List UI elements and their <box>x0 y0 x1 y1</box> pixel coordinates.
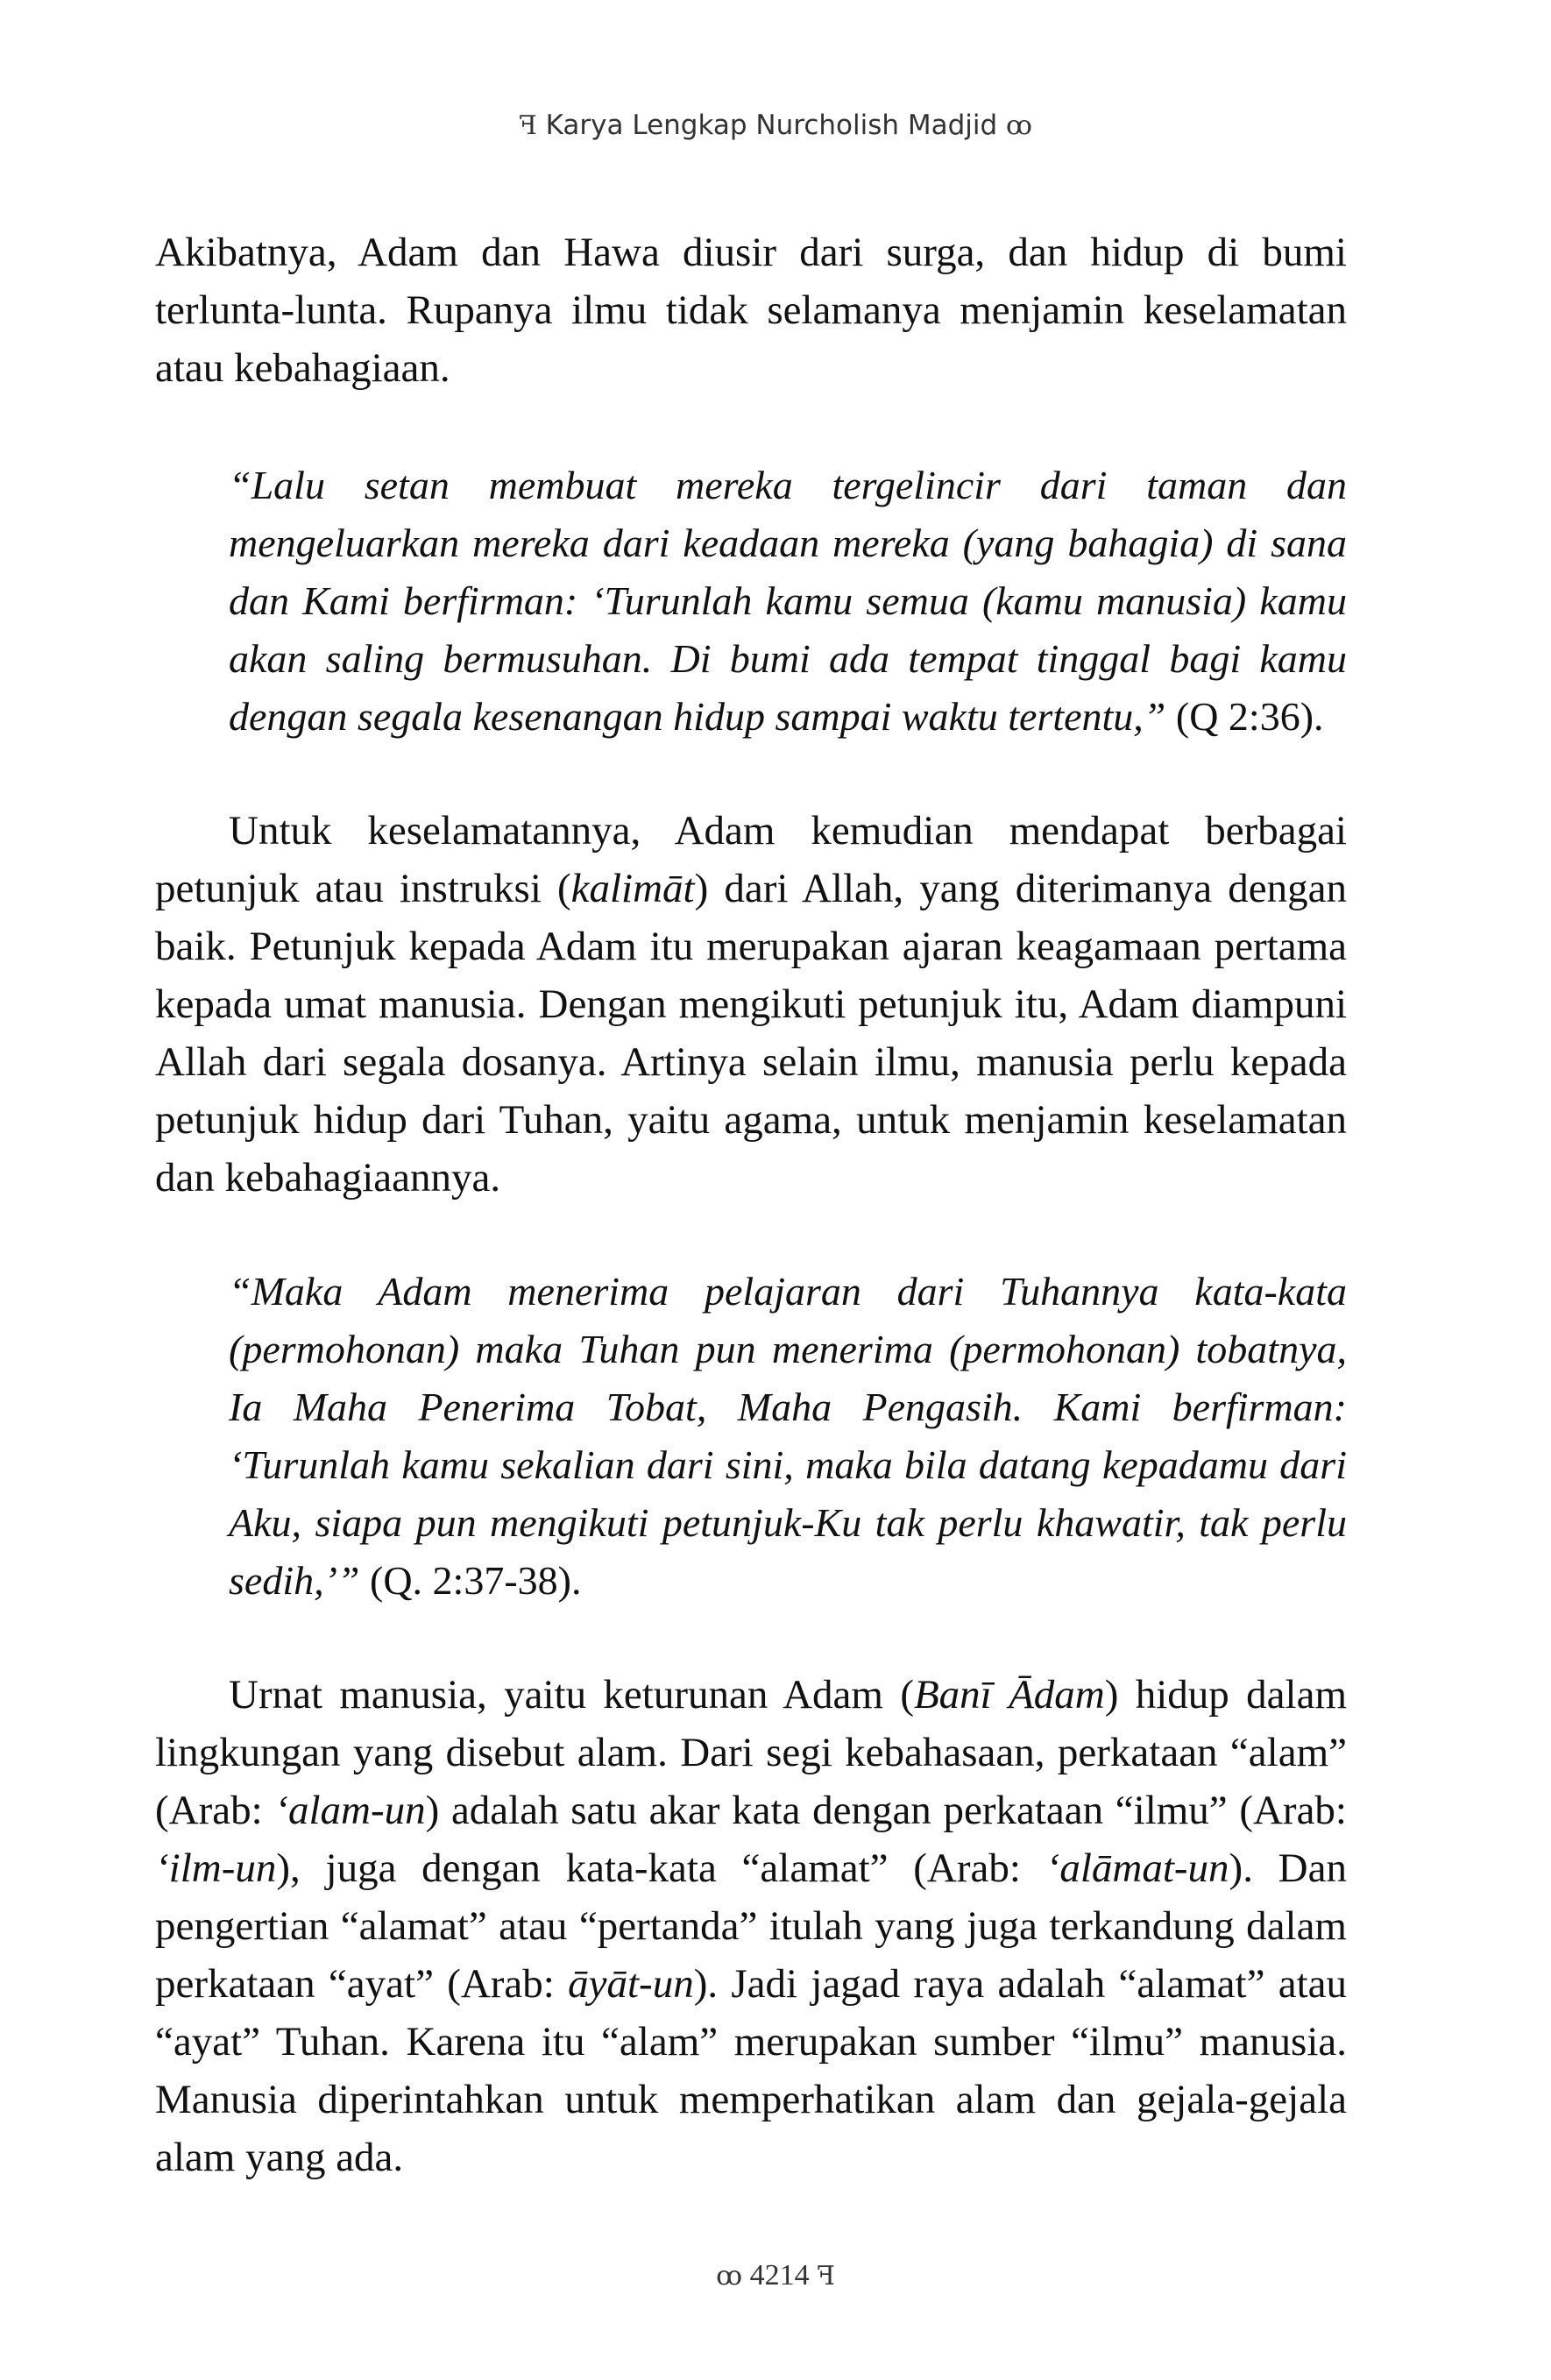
ornament-left-icon: ꝏ <box>716 2261 743 2291</box>
paragraph-3-term-4: ‘alāmat-un <box>1045 1845 1229 1891</box>
paragraph-1: Akibatnya, Adam dan Hawa diusir dari surga, dan hidup di bumi terlunta-lunta. Rupanya ilmu tidak selamanya menjamin keselamatan atau kebahagiaan. <box>155 230 1347 391</box>
ornament-left-icon: ꟻ <box>518 110 537 141</box>
paragraph-3-text-b: ) hidup dalam lingkungan yang disebut alam. Dari segi kebahasaan, perkataan “alam” (Arab: <box>155 1672 1347 1833</box>
paragraph-3-term-2: ‘alam-un <box>274 1788 426 1833</box>
running-header <box>0 112 1551 139</box>
quote-2 <box>229 1263 1347 1610</box>
page-footer <box>0 2261 1551 2291</box>
paragraph-3-term-1: Banī Ādam <box>913 1672 1105 1718</box>
ornament-right-icon: ꟻ <box>817 2261 835 2291</box>
quote-1-reference: (Q 2:36). <box>1165 694 1324 739</box>
quote-1 <box>229 457 1347 746</box>
paragraph-3-text-f: ). Jadi jagad raya adalah “alamat” atau “ayat” Tuhan. Karena itu “alam” merupakan sumber “ilmu” manusia. Manusia diperintahkan untuk memperhatikan alam dan gejala-gejala alam yang ada. <box>155 1961 1347 2180</box>
paragraph-2-term: kalimāt <box>570 866 695 911</box>
spacer <box>155 746 1347 802</box>
paragraph-3-term-5: āyāt-un <box>568 1961 694 2007</box>
paragraph-3-term-3: ‘ilm-un <box>155 1845 277 1891</box>
ornament-right-icon: ꝏ <box>1006 110 1033 141</box>
book-title: Karya Lengkap Nurcholish Madjid <box>545 110 998 141</box>
quote-1-text: “Lalu setan membuat mereka tergelincir dari taman dan mengeluarkan mereka dari keadaan mereka (yang bahagia) di sana dan Kami berfirman: ‘Turunlah kamu semua (kamu manusia) kamu akan saling bermusuhan. Di bumi ada tempat tinggal bagi kamu dengan segala kesenangan hidup sampai waktu tertentu,” <box>229 463 1347 739</box>
spacer <box>155 397 1347 457</box>
paragraph-3-text-e: ). Dan pengertian “alamat” atau “pertanda” itulah yang juga terkandung dalam perkataan “ayat” (Arab: <box>155 1845 1347 2007</box>
paragraph-3-text-c: ) adalah satu akar kata dengan perkataan “ilmu” (Arab: <box>425 1788 1347 1833</box>
paragraph-3-text-d: ), juga dengan kata-kata “alamat” (Arab: <box>276 1845 1046 1891</box>
page-number: 4214 <box>749 2259 810 2291</box>
quote-2-reference: (Q. 2:37-38). <box>359 1558 582 1603</box>
page-body <box>155 223 1347 2186</box>
spacer <box>155 1207 1347 1263</box>
paragraph-2 <box>155 802 1347 1207</box>
quote-2-text: “Maka Adam menerima pelajaran dari Tuhannya kata-kata (permohonan) maka Tuhan pun menerima (permohonan) tobatnya, Ia Maha Penerima Tobat, Maha Pengasih. Kami berfirman: ‘Turunlah kamu sekalian dari sini, maka bila datang kepadamu dari Aku, siapa pun mengikuti petunjuk-Ku tak perlu khawatir, tak perlu sedih,’” <box>229 1269 1347 1603</box>
paragraph-2-text-a: Untuk keselamatannya, Adam kemudian mendapat berbagai petunjuk atau instruksi ( <box>155 808 1347 911</box>
spacer <box>155 1610 1347 1666</box>
paragraph-2-text-b: ) dari Allah, yang diterimanya dengan baik. Petunjuk kepada Adam itu merupakan ajaran keagamaan pertama kepada umat manusia. Dengan mengikuti petunjuk itu, Adam diampuni Allah dari segala dosanya. Artinya selain ilmu, manusia perlu kepada petunjuk hidup dari Tuhan, yaitu agama, untuk menjamin keselamatan dan kebahagiaannya. <box>155 866 1347 1201</box>
paragraph-3 <box>155 1666 1347 2186</box>
paragraph-3-text-a: Urnat manusia, yaitu keturunan Adam ( <box>229 1672 914 1718</box>
